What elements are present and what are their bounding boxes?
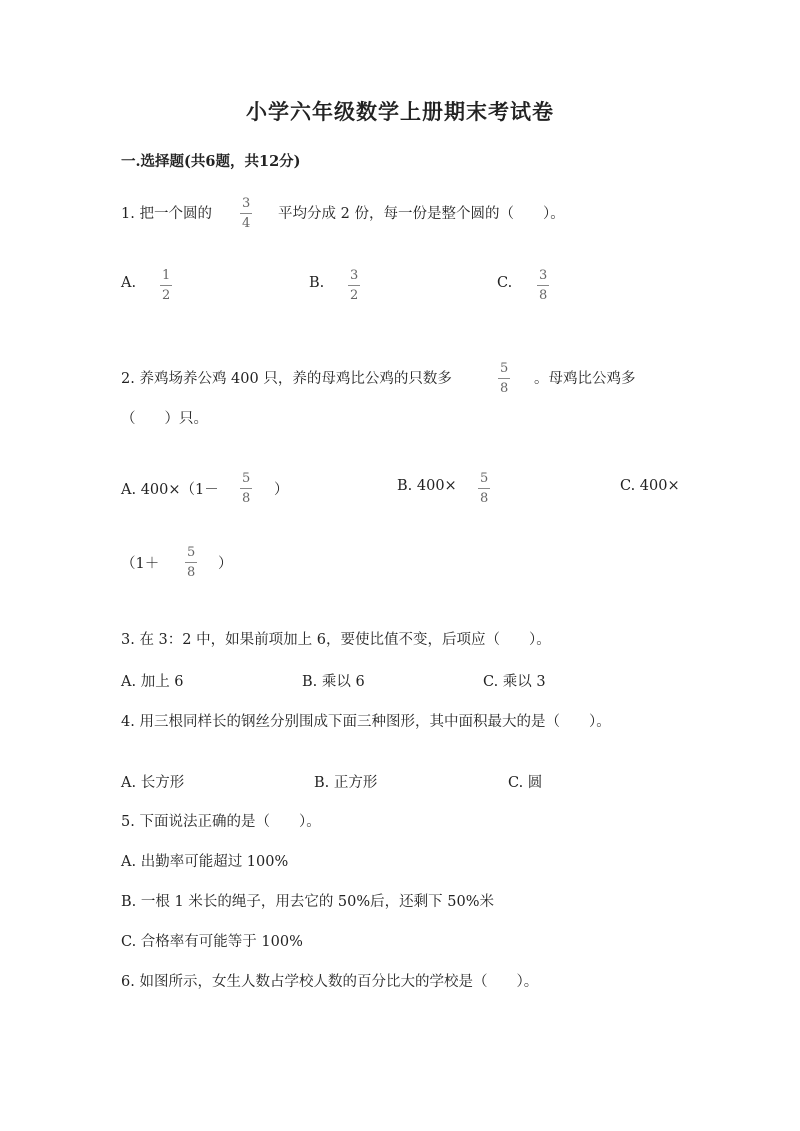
- q2-text-line2: （ ）只。: [121, 411, 208, 427]
- q1-option-a-numerator: 1: [162, 268, 171, 283]
- q1-option-a-label: A.: [121, 275, 137, 291]
- q3-text: 3. 在 3：2 中，如果前项加上 6，要使比值不变，后项应（ ）。: [121, 632, 551, 648]
- q2-option-b-denominator: 8: [480, 491, 489, 506]
- q2-fraction: [498, 362, 510, 395]
- q2-option-a-fraction: [240, 472, 252, 505]
- q1-option-b-fraction: [348, 269, 360, 302]
- q2-option-a-denominator: 8: [242, 491, 251, 506]
- q1-option-c-numerator: 3: [539, 268, 548, 283]
- q2-option-b-prefix: B. 400×: [397, 478, 457, 494]
- q1-option-c-label: C.: [497, 275, 513, 291]
- q6-text: 6. 如图所示，女生人数占学校人数的百分比大的学校是（ ）。: [121, 974, 539, 990]
- q5-option-c: C. 合格率有可能等于 100%: [121, 934, 303, 950]
- q1-option-a-fraction: [160, 269, 172, 302]
- q2-option-c-fraction: [185, 546, 197, 579]
- q2-option-c-line2-suffix: ）: [218, 556, 233, 572]
- q2-option-a-numerator: 5: [242, 471, 251, 486]
- q2-option-a-prefix: A. 400×（1－: [121, 482, 219, 498]
- q5-option-b: B. 一根 1 米长的绳子，用去它的 50%后，还剩下 50%米: [121, 894, 494, 910]
- q2-option-a-suffix: ）: [274, 482, 289, 498]
- q1-fraction-numerator: 3: [242, 196, 251, 211]
- q3-option-c: C. 乘以 3: [483, 674, 546, 690]
- q4-option-b: B. 正方形: [314, 775, 378, 791]
- q5-text: 5. 下面说法正确的是（ ）。: [121, 814, 321, 830]
- q2-text-after: 。母鸡比公鸡多: [534, 371, 636, 387]
- q1-option-b-numerator: 3: [350, 268, 359, 283]
- q4-option-c: C. 圆: [508, 775, 543, 791]
- q4-text: 4. 用三根同样长的钢丝分别围成下面三种图形，其中面积最大的是（ ）。: [121, 714, 611, 730]
- q1-text-before: 1. 把一个圆的: [121, 206, 212, 222]
- q2-option-c-denominator: 8: [187, 565, 196, 580]
- q1-option-b-label: B.: [309, 275, 325, 291]
- q2-option-b-numerator: 5: [480, 471, 489, 486]
- q1-option-c-fraction: [537, 269, 549, 302]
- q5-option-a: A. 出勤率可能超过 100%: [121, 854, 289, 870]
- q1-option-c-denominator: 8: [539, 288, 548, 303]
- q3-option-a: A. 加上 6: [121, 674, 184, 690]
- q1-fraction: [240, 197, 252, 230]
- q4-option-a: A. 长方形: [121, 775, 185, 791]
- q2-option-c-line2-prefix: （1＋: [121, 556, 160, 572]
- q2-fraction-denominator: 8: [500, 381, 509, 396]
- q2-option-b-fraction: [478, 472, 490, 505]
- section-heading: 一.选择题(共6题，共12分): [121, 153, 301, 170]
- q1-option-b-denominator: 2: [350, 288, 359, 303]
- q1-text-after: 平均分成 2 份，每一份是整个圆的（ ）。: [278, 206, 565, 222]
- q1-option-a-denominator: 2: [162, 288, 171, 303]
- q2-option-c-numerator: 5: [187, 545, 196, 560]
- q1-fraction-denominator: 4: [242, 216, 251, 231]
- q2-fraction-numerator: 5: [500, 361, 509, 376]
- q3-option-b: B. 乘以 6: [302, 674, 365, 690]
- q2-text-before: 2. 养鸡场养公鸡 400 只，养的母鸡比公鸡的只数多: [121, 371, 452, 387]
- page-title: 小学六年级数学上册期末考试卷: [246, 99, 554, 124]
- q2-option-c-prefix: C. 400×: [620, 478, 680, 494]
